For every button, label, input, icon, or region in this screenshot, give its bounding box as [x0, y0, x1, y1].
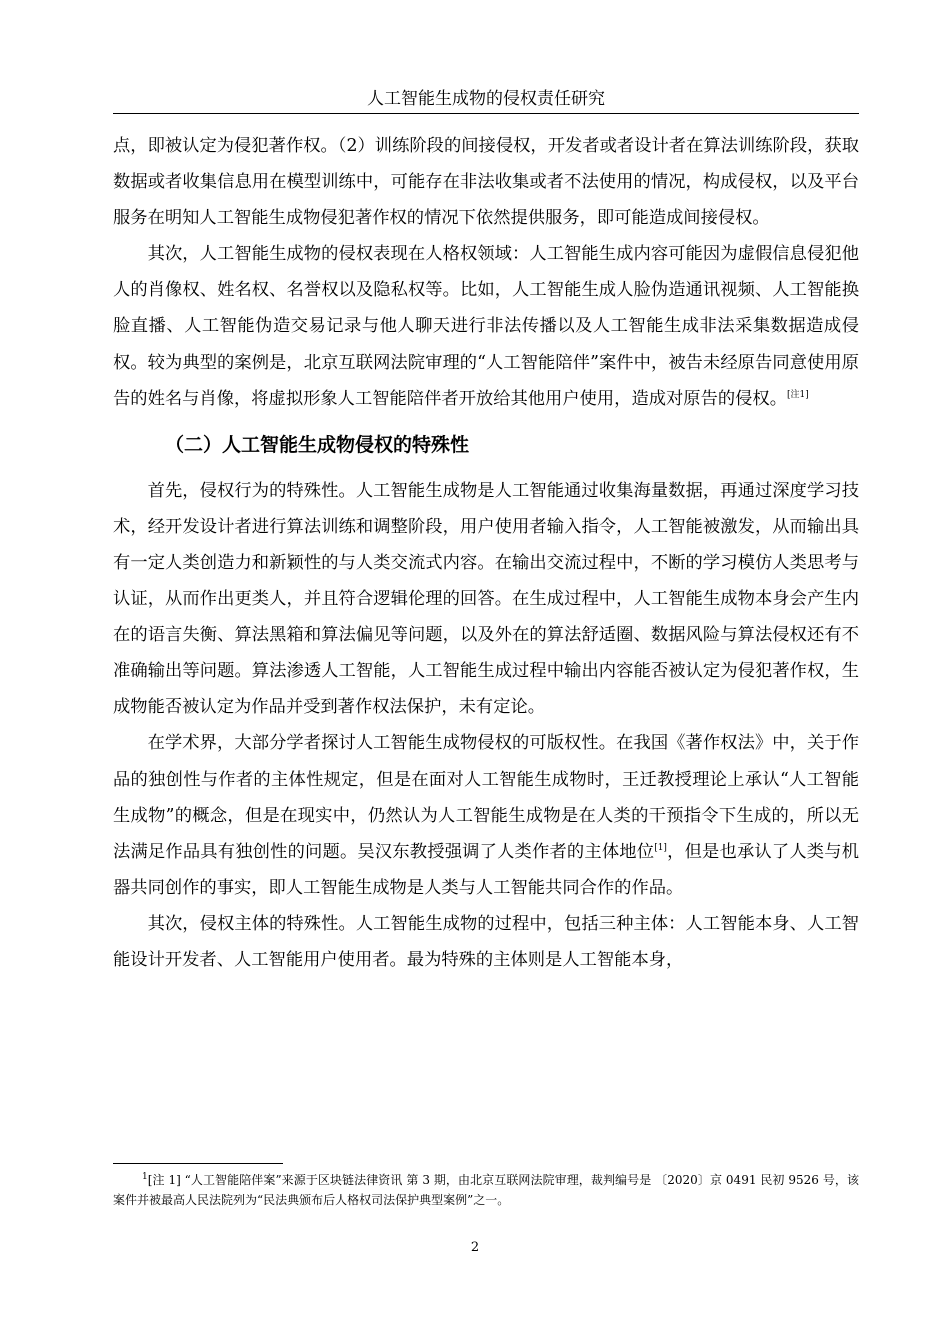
- header-rule: [113, 113, 859, 114]
- paragraph-text: 其次，人工智能生成物的侵权表现在人格权领域：人工智能生成内容可能因为虚假信息侵犯他人的肖像权、姓名权、名誉权以及隐私权等。比如，人工智能生成人脸伪造通讯视频、人工智能换脸直播、人工智能伪造交易记录与他人聊天进行非法传播以及人工智能生成非法采集数据造成侵权。较为典型的案例是，北京互联网法院审理的“人工智能陪伴”案件中，被告未经原告同意使用原告的姓名与肖像，将虚拟形象人工智能陪伴者开放给其他用户使用，造成对原告的侵权。: [113, 244, 859, 409]
- paragraph-personality-rights: [113, 236, 859, 416]
- footnote-reference[interactable]: [注1]: [786, 389, 809, 400]
- paragraph-text-part1: 在学术界，大部分学者探讨人工智能生成物侵权的可版权性。在我国《著作权法》中，关于作品的独创性与作者的主体性规定，但是在面对人工智能生成物时，王迁教授理论上承认“人工智能生成物”的概念，但是在现实中，仍然认为人工智能生成物是在人类的干预指令下生成的，所以无法满足作品具有独创性的问题。吴汉东教授强调了人类作者的主体地位: [113, 733, 859, 862]
- paragraph-text-part2: ，但是也承认了人类与机器共同创作的事实，即人工智能生成物是人类与人工智能共同合作的作品。: [113, 841, 859, 898]
- running-header: 人工智能生成物的侵权责任研究: [367, 89, 605, 109]
- paragraph-academic-debate: [113, 725, 859, 905]
- section-heading: （二）人工智能生成物侵权的特殊性: [165, 433, 470, 456]
- citation-reference[interactable]: [1]: [654, 842, 667, 853]
- paragraph-infringing-act: 首先，侵权行为的特殊性。人工智能生成物是人工智能通过收集海量数据，再通过深度学习技术，经开发设计者进行算法训练和调整阶段，用户使用者输入指令，人工智能被激发，从而输出具有一定人类创造力和新颖性的与人类交流式内容。在输出交流过程中，不断的学习模仿人类思考与认证，从而作出更类人，并且符合逻辑伦理的回答。在生成过程中，人工智能生成物本身会产生内在的语言失衡、算法黑箱和算法偏见等问题，以及外在的算法舒适圈、数据风险与算法侵权还有不准确输出等问题。算法渗透人工智能，人工智能生成过程中输出内容能否被认定为侵犯著作权，生成物能否被认定为作品并受到著作权法保护，未有定论。: [113, 480, 859, 718]
- page-number: 2: [470, 1240, 480, 1255]
- footnote-body: [113, 1170, 859, 1210]
- footnote-text: [注 1] “人工智能陪伴案”来源于区块链法律资讯 第 3 期，由北京互联网法院审理，裁判编号是 〔2020〕京 0491 民初 9526 号，该案件并被最高人民法院列为“民法典颁布后人格权司法保护典型案例”之一。: [113, 1173, 859, 1207]
- body-text: [113, 128, 859, 978]
- footnote: [113, 1170, 859, 1210]
- footnote-rule: [113, 1163, 283, 1164]
- footnote-marker: 1: [142, 1172, 148, 1182]
- paragraph-continuation: 点，即被认定为侵犯著作权。（2）训练阶段的间接侵权，开发者或者设计者在算法训练阶段，获取数据或者收集信息用在模型训练中，可能存在非法收集或者不法使用的情况，构成侵权，以及平台服务在明知人工智能生成物侵犯著作权的情况下依然提供服务，即可能造成间接侵权。: [113, 136, 859, 229]
- paragraph-infringing-subject: 其次，侵权主体的特殊性。人工智能生成物的过程中，包括三种主体：人工智能本身、人工智能设计开发者、人工智能用户使用者。最为特殊的主体则是人工智能本身，: [113, 913, 859, 970]
